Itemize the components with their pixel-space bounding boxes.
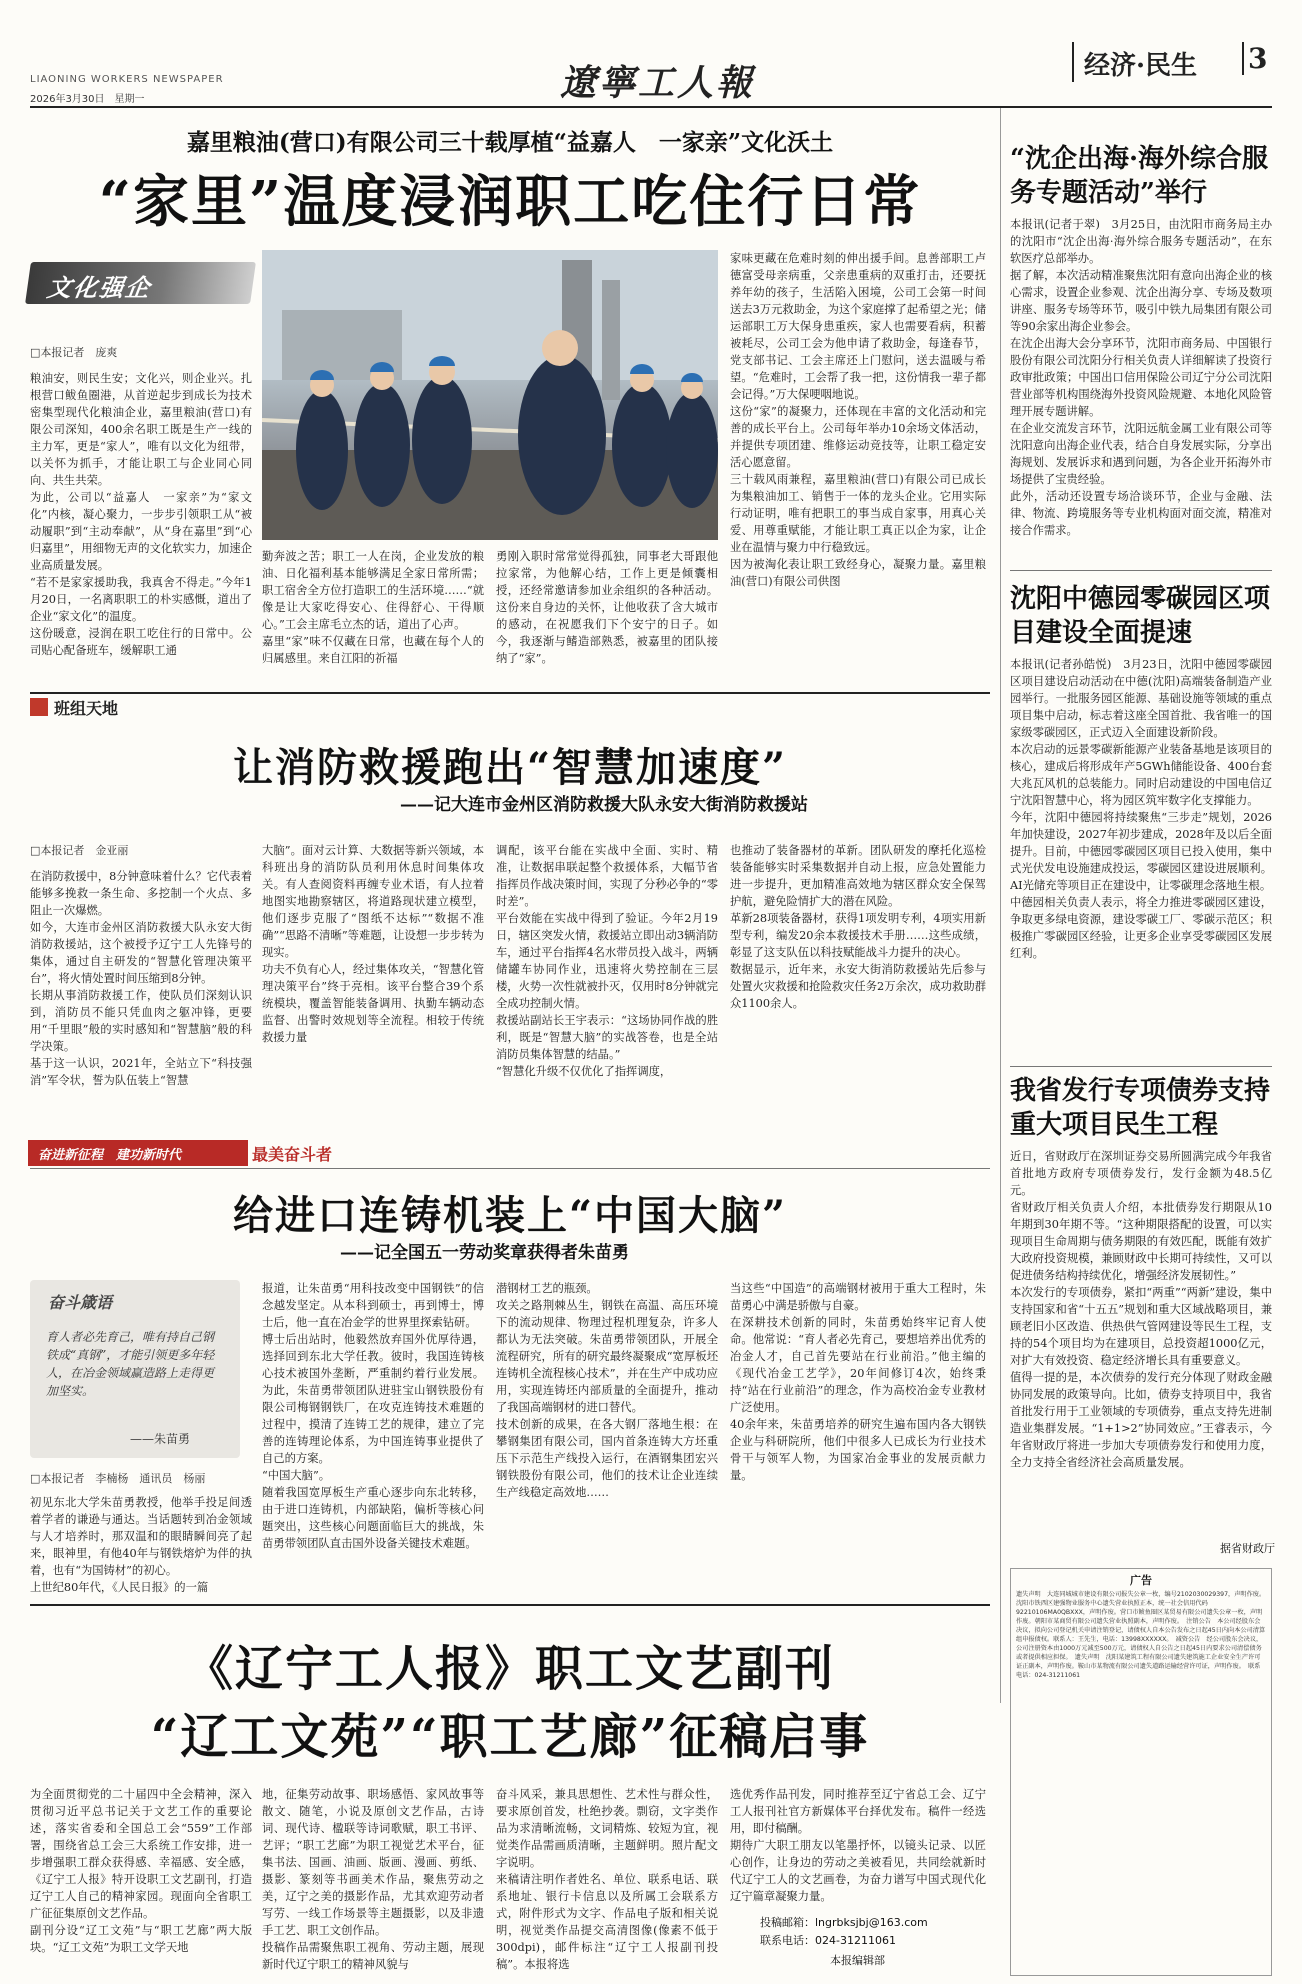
striver-banner-text: 奋进新征程 建功新时代	[38, 1148, 182, 1163]
page-number: 3	[1242, 42, 1272, 75]
notice-email: 投稿邮箱：lngrbksjbj@163.com	[760, 1916, 928, 1929]
article3-col1: 初见东北大学朱苗勇教授，他举手投足间透着学者的谦逊与通达。当话题转到冶金领域与人才培养时，那双温和的眼睛瞬间亮了起来，眼神里，有他40年与钢铁熔炉为伴的执着，也有“为国铸材”的初心。 上世纪80年代，《人民日报》的一篇	[30, 1496, 252, 1594]
right-divider-1	[1010, 570, 1272, 571]
notice-title-line2: “辽工文苑”“职工艺廊”征稿启事	[150, 1709, 870, 1765]
notice-divider	[30, 1604, 990, 1606]
article3-col2: 报道，让朱苗勇“用科技改变中国钢铁”的信念越发坚定。从本科到硕士，再到博士，博士后，他一直在冶金学的世界里探索钻研。 博士后出站时，他毅然放弃国外优厚待遇，选择回到东北大学任教。彼时，我国连铸核心技术被国外垄断，严重制约着行业发展。为此，朱苗勇带领团队进驻宝山钢铁股份有限公司梅钢钢铁厂，在攻克连铸技术难题的过程中，摸清了连铸工艺的规律，建立了完善的连铸理论体系，为中国连铸事业提供了自己的方案。 “中国大脑”。 随着我国宽厚板生产重心逐步向东北转移，由于进口连铸机，内部缺陷，偏析等核心问题突出，这些核心问题面临巨大的挑战，朱苗勇带领团队直击国外设备关键技术难题。	[262, 1282, 484, 1550]
notice-col4: 选优秀作品刊发，同时推荐至辽宁省总工会、辽宁工人报刊社官方新媒体平台择优发布。稿件一经选用，即付稿酬。 期待广大职工朋友以笔墨抒怀，以镜头记录、以匠心创作，让身边的劳动之美被看见，共同绘就新时代辽宁工人的文艺画卷，为奋力谱写中国式现代化辽宁篇章凝聚力量。	[730, 1788, 986, 1903]
article2-col3: 调配，该平台能在实战中全面、实时、精准，让数据串联起整个救援体系，大幅节省指挥员作战决策时间，实现了分秒必争的“零时差”。 平台效能在实战中得到了验证。今年2月19日，辖区突发火情，救援站立即出动3辆消防车，通过平台指挥4名水带员投入战斗，两辆储罐车协同作业，迅速将火势控制在三层楼，火势一次性就被扑灭，仅用时8分钟就完全成功控制火情。 救援站副站长王宇表示：“这场协同作战的胜利，既是“智慧大脑”的实战答卷，也是全站消防员集体智慧的结晶。” “智慧化升级不仅优化了指挥调度，	[496, 844, 718, 1078]
right-divider-2	[1010, 1066, 1272, 1067]
striver-banner	[28, 1140, 248, 1166]
right2-title: 沈阳中德园零碳园区项目建设全面提速	[1010, 584, 1271, 648]
right1-title: “沈企出海·海外综合服务专题活动”举行	[1010, 144, 1269, 208]
article2-col1: 在消防救援中，8分钟意味着什么？它代表着能够多挽救一条生命、多挖制一个火点、多阻止一次爆燃。 如今，大连市金州区消防救援大队永安大街消防救援站，这个被授予辽宁工人先锋号的集体，通过自主研发的“智慧化管理决策平台”，将火情处置时间压缩到8分钟。 长期从事消防救援工作，使队员们深刻认识到，消防员不能只凭血肉之躯冲锋，更要用“千里眼”般的实时感知和“智慧脑”般的科学决策。 基于这一认识，2021年，全站立下“科技强消”军令状，誓为队伍装上“智慧	[30, 870, 252, 1087]
section-name: 经济·民生	[1084, 51, 1198, 81]
photo-illustration	[262, 250, 718, 540]
book-icon	[30, 698, 48, 716]
top-rule	[30, 106, 1272, 108]
article3-byline: □本报记者 李楠杨 通讯员 杨丽	[30, 1472, 206, 1485]
right3-title: 我省发行专项债券支持重大项目民生工程	[1010, 1076, 1271, 1140]
issue-date: 2026年3月30日 星期一	[30, 94, 145, 105]
right2-text: 本报讯(记者孙皓悦) 3月23日，沈阳中德园零碳园区项目建设启动活动在中德(沈阳)高端装备制造产业园举行。一批服务园区能源、基础设施等领域的重点项目集中启动，标志着这座全国首批、我省唯一的国家级零碳园区，正式迈入全面建设新阶段。 本次启动的远景零碳新能源产业装备基地是该项目的核心，建成后将形成年产5GWh储能设备、400台套大兆瓦风机的总装能力。同时启动建设的中国电信辽宁沈阳智慧中心，将为园区筑牢数字化支撑能力。 今年，沈阳中德园将持续聚焦“三步走”规划，2026年加快建设，2027年初步建成，2028年及以后全面提升。目前，中德园零碳园区项目已投入使用，集中式光伏发电设施建成投运，零碳园区建设进展顺利。AI光储充等项目正在建设中，让零碳理念落地生根。 中德园相关负责人表示，将全力推进零碳园区建设，争取更多绿电资源，建设零碳工厂、零碳示范区；积极推广零碳园区经验，让更多企业享受零碳园区发展红利。	[1010, 658, 1272, 960]
article3-col3: 潜钢材工艺的瓶颈。 攻关之路荆棘丛生，钢铁在高温、高压环境下的流动规律、物理过程机理复杂，许多人都认为无法突破。朱苗勇带领团队，开展全流程研究，所有的研究最终凝聚成“宽厚板坯连铸机全流程核心技术”，并在生产中成功应用，实现连铸坯内部质量的全面提升，推动了我国高端钢材的进口替代。 技术创新的成果，在各大钢厂落地生根：在攀钢集团有限公司，国内首条连铸大方坯重压下示范生产线投入运行，在酒钢集团宏兴钢铁股份有限公司，他们的技术让企业连续生产线稳定高效地……	[496, 1282, 718, 1499]
culture-banner-text: 文化强企	[45, 274, 154, 302]
article1-title: “家里”温度浸润职工吃住行日常	[98, 169, 922, 235]
notice-col2: 地，征集劳动故事、职场感悟、家风故事等散文、随笔，小说及原创文艺作品，古诗词、现代诗、楹联等诗词歌赋，职工书评、艺评；“职工艺廊”为职工视觉艺术平台，征集书法、国画、油画、版画、漫画、剪纸、摄影、篆刻等书画美术作品，聚焦劳动之美，辽宁之美的摄影作品，尤其欢迎劳动者写劳、一线工作场景等主题摄影，以及非遗手工艺、职工文创作品。 投稿作品需聚焦职工视角、劳动主题，展现新时代辽宁职工的精神风貌与	[262, 1788, 484, 1971]
article2-col2: 大脑”。面对云计算、大数据等新兴领域，本科班出身的消防队员利用休息时间集体攻关。有人查阅资料再缠专业术语，有人拉着地图实地勘察辖区，将道路现状建立模型，他们逐步克服了“图纸不达标”“数据不准确”“思路不清晰”等难题，让设想一步步转为现实。 功夫不负有心人，经过集体攻关，“智慧化管理决策平台”终于亮相。该平台整合39个系统模块，覆盖智能装备调用、执勤车辆动态监督、出警时效规划等全流程。相较于传统救援力量	[262, 844, 484, 1044]
article2-subtitle: ——记大连市金州区消防救援大队永安大街消防救援站	[400, 795, 808, 815]
article3-title: 给进口连铸机装上“中国大脑”	[232, 1192, 787, 1239]
right1-text: 本报讯(记者于翠) 3月25日，由沈阳市商务局主办的沈阳市“沈企出海·海外综合服务专题活动”，在东软医疗总部举办。 据了解，本次活动精准聚焦沈阳有意向出海企业的核心需求，设置企业参观、沈企出海分享、专场及数项讲座、服务专场等环节，吸引中铁九局集团有限公司等90余家出海企业参会。 在沈企出海大会分享环节，沈阳市商务局、中国银行股份有限公司沈阳分行相关负责人详细解读了投资行政审批政策；中国出口信用保险公司辽宁分公司沈阳营业部等机构围绕海外投资风险规避、本地化风险管理开展专题讲解。 在企业交流发言环节，沈阳远航金属工业有限公司等沈阳意向出海企业代表，结合自身发展实际，分享出海规划、发展诉求和遇到问题，为各企业开拓海外市场提供了宝贵经验。 此外，活动还设置专场洽谈环节，企业与金融、法律、物流、跨境服务等专业机构面对面交流，精准对接合作需求。	[1010, 218, 1272, 537]
article1-col2: 勤奔波之苦；职工一人在岗，企业发放的粮油、日化福利基本能够满足全家日常所需；职工宿舍全方位打造职工的生活环境……“就像是让大家吃得安心、住得舒心、干得顺心。”工会主席毛立杰的话，道出了心声。 嘉里“家”味不仅藏在日常，也藏在每个人的归属感里。来自江阳的祈福	[262, 550, 484, 665]
section-divider	[30, 692, 990, 694]
notice-signature: 本报编辑部	[830, 1954, 885, 1967]
article1-col3: 勇刚入职时常常觉得孤独，同事老大哥跟他拉家常，为他解心结，工作上更是倾囊相授，还经常邀请参加业余组织的各种活动。这份来自身边的关怀，让他收获了含大城市的感动，在祝愿我们下个安宁的日子。如今，我逐渐与鳍造部熟悉，被嘉里的团队接纳了“家”。	[496, 550, 718, 665]
notice-title-line1: 《辽宁工人报》职工文艺副刊	[184, 1641, 835, 1697]
quote-signature: ——朱苗勇	[130, 1432, 191, 1446]
right3-source: 据省财政厅	[1220, 1542, 1275, 1555]
article1-kicker: 嘉里粮油(营口)有限公司三十载厚植“益嘉人 一家亲”文化沃土	[186, 129, 834, 156]
quote-heading: 奋斗箴语	[48, 1293, 113, 1312]
newspaper-logo: 遼寧工人報	[560, 62, 756, 104]
ad-text: 遗失声明 大连同城城市建设有限公司报失公章一枚，编号2102030029397，声明作废。沈阳市铁西区建强物业服务中心遗失营业执照正本，统一社会信用代码92210106MA0QBXXX，声明作废。营口市鲅鱼圈区某贸易有限公司遗失公章一枚，声明作废。朝阳市某商贸有限公司遗失营业执照副本，声明作废。 注销公告 本公司经股东会决议，拟向公司登记机关申请注销登记，请债权人自本公告发布之日起45日内向本公司清算组申报债权。联系人：王先生，电话：13998XXXXXX。 减资公告 经公司股东会决议，公司注册资本由1000万元减至500万元，请债权人自公告之日起45日内要求公司清偿债务或者提供相应担保。 遗失声明 沈阳某建筑工程有限公司遗失建筑施工企业安全生产许可证正副本，声明作废。鞍山市某物流有限公司遗失道路运输经营许可证，声明作废。 联系电话：024-31211061	[1016, 1591, 1266, 1679]
article2-col4: 也推动了装备器材的革新。团队研发的摩托化巡检装备能够实时采集数据并自动上报，应急处置能力进一步提升，更加精准高效地为辖区群众安全保驾护航，避免险情扩大的潜在风险。 革新28项装备器材，获得1项发明专利，4项实用新型专利，编发20余本救援技术手册……这些成绩，彰显了这支队伍以科技赋能战斗力提升的决心。 数据显示，近年来，永安大街消防救援站先后参与处置火灾救援和抢险救灾任务2万余次，成功救助群众1100余人。	[730, 844, 986, 1010]
section-tag	[1072, 42, 1272, 82]
article2-title: 让消防救援跑出“智慧加速度”	[232, 744, 787, 791]
notice-col3: 奋斗风采，兼具思想性、艺术性与群众性，要求原创首发，杜绝抄袭。剽窃，文字类作品为求清晰流畅，文词精炼、较短为宜，视觉类作品需画质清晰，主题鲜明。照片配文字说明。 来稿请注明作者姓名、单位、联系电话、联系地址、银行卡信息以及所属工会联系方式，附件形式为文字、作品电子版和相关说明，视觉类作品提交高清图像(像素不低于300dpi)，邮件标注“辽宁工人报副刊投稿”。本报将选	[496, 1788, 718, 1971]
right3-text: 近日，省财政厅在深圳证券交易所圆满完成今年我省首批地方政府专项债券发行，发行金额为48.5亿元。 省财政厅相关负责人介绍，本批债券发行期限从10年期到30年期不等。“这种期限搭配的设置，可以实现项目生命周期与债务期限的有效匹配，既能有效扩大政府投资规模，兼顾财政中长期可持续性，又可以促进债务结构持续优化，增强经济发展韧性。” 本次发行的专项债券，紧扣“两重”“两新”建设，集中支持国家和省“十五五”规划和重大区域战略项目，兼顾老旧小区改造、供热供气管网建设等民生工程，支持的54个项目均为在建项目，总投资超1000亿元，对扩大有效投资、稳定经济增长具有重要意义。 值得一提的是，本次债券的发行充分体现了财政金融协同发展的政策导向。比如，债券支持项目中，我省首批发行用于工业领域的专项债券，重点支持先进制造业集群发展。“1+1>2”协同效应。”王睿表示，今年省财政厅将进一步加大专项债券发行和使用力度，全力支持全省经济社会高质量发展。	[1010, 1150, 1272, 1469]
article1-byline: □本报记者 庞爽	[30, 346, 118, 359]
culture-banner	[25, 262, 256, 304]
article3-col4: 当这些“中国造”的高端钢材被用于重大工程时，朱苗勇心中满是骄傲与自豪。 在深耕技术创新的同时，朱苗勇始终牢记育人使命。他常说：“育人者必先育己，要想培养出优秀的冶金人才，自己首先要站在行业前沿。”他主编的《现代冶金工艺学》，20年间修订4次，始终秉持“站在行业前沿”的理念，作为高校冶金专业教材广泛使用。 40余年来，朱苗勇培养的研究生遍布国内各大钢铁企业与科研院所，他们中很多人已成长为行业技术骨干与领军人物，为国家冶金事业的发展贡献力量。	[730, 1282, 986, 1482]
article1-col1: 粮油安，则民生安；文化兴，则企业兴。扎根营口鲅鱼圈港，从首逆起步到成长为技术密集型现代化粮油企业，嘉里粮油(营口)有限公司深知，400余名职工既是生产一线的主力军，更是“家人”，唯有以文化为纽带，以关怀为抓手，才能让职工与企业同心同向、共生共荣。 为此，公司以“益嘉人 一家亲”为“家文化”内核，凝心聚力，一步步引领职工从“被动履职”到“主动奉献”，从“身在嘉里”到“心归嘉里”，用细物无声的文化软实力，加速企业高质量发展。 “若不是家家援助我，我真舍不得走。”今年1月20日，一名离职职工的朴实感慨，道出了企业“家文化”的温度。 这份暖意，浸润在职工吃住行的日常中。公司贴心配备班车，缓解职工通	[30, 372, 252, 657]
striver-tag: 最美奋斗者	[252, 1145, 333, 1164]
right-column-rule	[1000, 108, 1001, 1703]
article2-byline: □本报记者 金亚丽	[30, 844, 129, 857]
banzu-section-text: 班组天地	[54, 699, 119, 718]
quote-text: 育人者必先育己，唯有持自己钢铁成“真钢”，才能引领更多年轻人，在冶金领域赢造路上走得更加坚实。	[46, 1330, 215, 1398]
ad-heading: 广告	[1130, 1574, 1152, 1587]
newspaper-english-name: LIAONING WORKERS NEWSPAPER	[30, 74, 224, 85]
notice-phone: 联系电话：024-31211061	[760, 1934, 896, 1947]
article1-col4: 家味更藏在危难时刻的伸出援手间。息善部职工卢德富受母亲病重，父亲患重病的双重打击，还要抚养年幼的孩子，生活陷入困境，公司工会第一时间送去3万元救助金，为这个家庭撑了起希望之光；储运部职工万大保身患重疾，家人也需要看病，积蓄被耗尽，公司工会为他申请了救助金，每逢春节，党支部书记、工会主席还上门慰问，送去温暖与希望。“危难时，工会帮了我一把，这份情我一辈子都会记得。”万大保哽咽地说。 这份“家”的凝聚力，还体现在丰富的文化活动和完善的成长平台上。公司每年举办10余场文体活动，并提供专项团建、维修运动竞技等，让职工稳定安活心愿意留。 三十载风雨兼程，嘉里粮油(营口)有限公司已成长为集粮油加工、销售于一体的龙头企业。它用实际行动证明，唯有把职工的事当成自家事，用真心关爱、用尊重赋能，才能让职工真正以企为家，让企业在温情与聚力中行稳致远。 因为被淘化表让职工致经身心，凝聚力量。嘉里粮油(营口)有限公司供图	[730, 252, 986, 588]
tug-of-war-photo	[262, 250, 718, 540]
notice-col1: 为全面贯彻党的二十届四中全会精神，深入贯彻习近平总书记关于文艺工作的重要论述，落实省委和全国总工会“559”工作部署，围绕省总工会三大系统工作安排，进一步增强职工群众获得感、幸福感、安全感，《辽宁工人报》特开设职工文艺副刊，打造辽宁工人自己的精神家园。现面向全省职工广征征集原创文艺作品。 副刊分设“辽工文苑”与“职工艺廊”两大版块。“辽工文苑”为职工文学天地	[30, 1788, 252, 1954]
striver-rule	[30, 1168, 990, 1169]
article3-subtitle: ——记全国五一劳动奖章获得者朱苗勇	[340, 1243, 629, 1263]
